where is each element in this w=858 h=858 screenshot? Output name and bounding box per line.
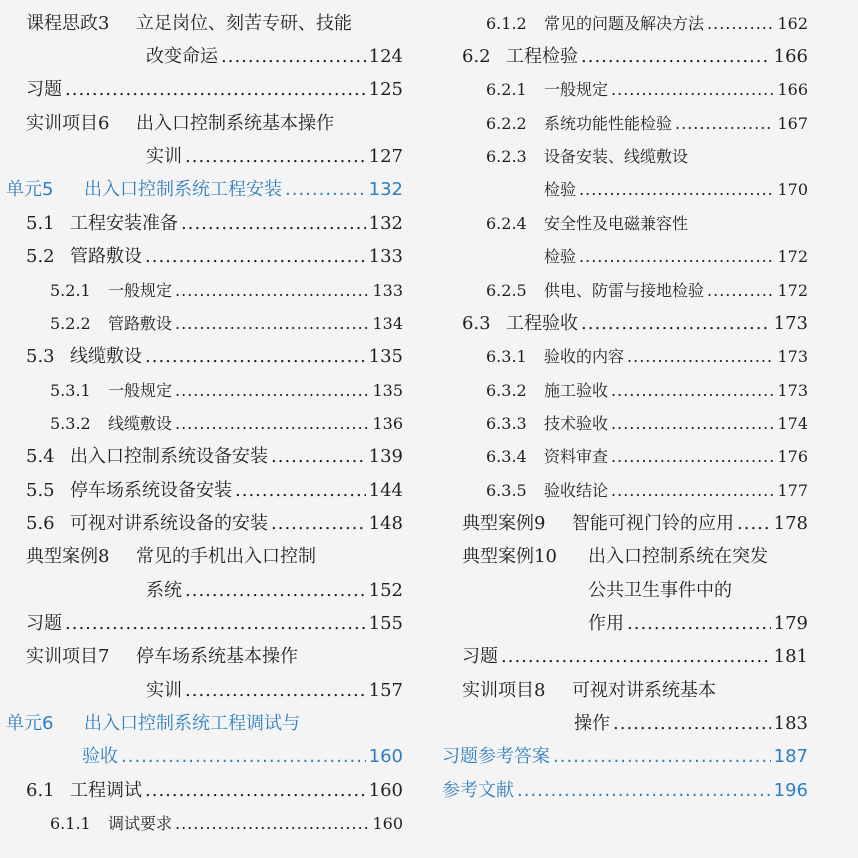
dot-leader: [707, 274, 774, 308]
toc-entry-number: 6.2.3: [486, 147, 527, 166]
dot-leader: [737, 507, 771, 541]
toc-entry-title: 管路敷设: [108, 314, 173, 333]
toc-entry-page: 167: [777, 114, 808, 133]
dot-leader: [175, 274, 369, 308]
toc-entry[interactable]: [462, 540, 808, 574]
toc-entry[interactable]: [462, 674, 808, 708]
toc-entry-page: 172: [777, 281, 808, 300]
toc-entry[interactable]: [6, 707, 403, 741]
toc-entry-title: 出入口控制系统工程安装: [84, 179, 282, 200]
toc-entry[interactable]: [486, 73, 808, 107]
toc-entry[interactable]: [26, 640, 403, 674]
toc-entry-page: 181: [773, 646, 808, 667]
toc-entry[interactable]: [462, 640, 808, 674]
toc-entry-number: 5.6: [26, 513, 55, 534]
toc-entry-page: 144: [368, 480, 403, 501]
toc-entry[interactable]: [6, 173, 403, 207]
dot-leader: [65, 607, 366, 641]
toc-entry[interactable]: [442, 774, 808, 808]
dot-leader: [581, 307, 771, 341]
toc-entry-page: 170: [777, 180, 808, 199]
toc-entry-title: 资料审查: [544, 447, 609, 466]
toc-entry-page: 124: [368, 46, 403, 67]
toc-entry-page: 196: [773, 780, 808, 801]
dot-leader: [65, 73, 366, 107]
toc-entry-page: 166: [777, 80, 808, 99]
toc-entry[interactable]: [50, 274, 403, 308]
dot-leader: [145, 240, 366, 274]
toc-entry-number: 5.4: [26, 446, 55, 467]
toc-entry-page: 177: [777, 481, 808, 500]
toc-entry-title: 验收的内容: [544, 347, 625, 366]
toc-entry-number: 5.2.1: [50, 281, 91, 300]
dot-leader: [627, 340, 774, 374]
toc-entry-number: 5.5: [26, 480, 55, 501]
toc-entry-title: 出入口控制系统设备安装: [70, 446, 268, 467]
toc-entry-number: 6.2.2: [486, 114, 527, 133]
toc-entry-number: 6.3.2: [486, 381, 527, 400]
dot-leader: [581, 40, 771, 74]
toc-entry-page: 160: [368, 780, 403, 801]
toc-entry-title: 公共卫生事件中的: [588, 580, 732, 601]
toc-entry-number: 单元5: [6, 179, 54, 200]
toc-entry-title: 可视对讲系统基本: [572, 680, 716, 701]
toc-entry-number: 6.2.1: [486, 80, 527, 99]
toc-entry-title: 习题参考答案: [442, 746, 550, 767]
dot-leader: [579, 173, 774, 207]
toc-entry-title: 参考文献: [442, 780, 514, 801]
toc-entry-title: 检验: [544, 247, 577, 266]
dot-leader: [611, 374, 774, 408]
toc-entry-number: 5.1: [26, 213, 55, 234]
toc-entry[interactable]: [26, 540, 403, 574]
toc-entry[interactable]: [486, 274, 808, 308]
dot-leader: [611, 407, 774, 441]
toc-entry-title: 立足岗位、刻苦专研、技能: [136, 13, 352, 34]
toc-entry[interactable]: [82, 740, 403, 774]
toc-entry-page: 136: [372, 414, 403, 433]
dot-leader: [627, 607, 771, 641]
toc-entry-number: 单元6: [6, 713, 54, 734]
toc-entry[interactable]: [486, 374, 808, 408]
toc-entry-title: 检验: [544, 180, 577, 199]
toc-entry-title: 常见的问题及解决方法: [544, 14, 705, 33]
toc-entry-number: 6.3.3: [486, 414, 527, 433]
toc-entry-page: 173: [777, 347, 808, 366]
toc-entry-title: 实训: [146, 680, 182, 701]
dot-leader: [145, 774, 366, 808]
toc-entry[interactable]: [26, 107, 403, 141]
toc-entry[interactable]: [26, 774, 403, 808]
dot-leader: [553, 740, 771, 774]
toc-entry-title: 一般规定: [108, 281, 173, 300]
toc-entry-page: 134: [372, 314, 403, 333]
toc-entry-number: 5.3.1: [50, 381, 91, 400]
toc-entry-page: 135: [372, 381, 403, 400]
dot-leader: [675, 107, 774, 141]
toc-entry-title: 智能可视门铃的应用: [572, 513, 734, 534]
toc-entry-page: 157: [368, 680, 403, 701]
toc-entry-title: 停车场系统设备安装: [70, 480, 232, 501]
toc-entry-title: 验收结论: [544, 481, 609, 500]
toc-entry-number: 5.3.2: [50, 414, 91, 433]
dot-leader: [611, 440, 774, 474]
dot-leader: [613, 707, 771, 741]
toc-entry-number: 典型案例10: [462, 546, 557, 567]
dot-leader: [121, 740, 366, 774]
toc-entry-page: 166: [773, 46, 808, 67]
dot-leader: [145, 340, 366, 374]
toc-entry[interactable]: [146, 140, 403, 174]
toc-entry-title: 可视对讲系统设备的安装: [70, 513, 268, 534]
toc-entry-title: 停车场系统基本操作: [136, 646, 298, 667]
toc-entry-title: 常见的手机出入口控制: [136, 546, 316, 567]
toc-entry[interactable]: [26, 73, 403, 107]
toc-entry-number: 实训项目7: [26, 646, 110, 667]
toc-entry[interactable]: [486, 474, 808, 508]
toc-entry-title: 验收: [82, 746, 118, 767]
toc-entry-title: 一般规定: [544, 80, 609, 99]
toc-entry-page: 160: [368, 746, 403, 767]
dot-leader: [181, 207, 366, 241]
toc-entry-title: 安全性及电磁兼容性: [544, 214, 689, 233]
toc-entry-title: 操作: [574, 713, 610, 734]
toc-entry[interactable]: [26, 207, 403, 241]
toc-entry-page: 127: [368, 146, 403, 167]
toc-entry-title: 一般规定: [108, 381, 173, 400]
toc-entry-page: 148: [368, 513, 403, 534]
toc-entry-title: 系统: [146, 580, 182, 601]
toc-entry-number: 5.3: [26, 346, 55, 367]
toc-entry[interactable]: [574, 707, 808, 741]
toc-entry-page: 179: [773, 613, 808, 634]
toc-entry-page: 173: [773, 313, 808, 334]
toc-entry-page: 135: [368, 346, 403, 367]
toc-entry-page: 160: [372, 814, 403, 833]
dot-leader: [221, 40, 366, 74]
toc-entry-page: 152: [368, 580, 403, 601]
toc-entry-number: 6.1.2: [486, 14, 527, 33]
toc-entry-title: 工程调试: [70, 780, 142, 801]
toc-entry-page: 155: [368, 613, 403, 634]
toc-entry-title: 作用: [588, 613, 624, 634]
dot-leader: [185, 674, 366, 708]
toc-entry[interactable]: [588, 607, 808, 641]
toc-entry-number: 6.3.1: [486, 347, 527, 366]
toc-entry-page: 162: [777, 14, 808, 33]
toc-entry-number: 典型案例8: [26, 546, 110, 567]
toc-entry-title: 线缆敷设: [70, 346, 142, 367]
toc-entry-title: 施工验收: [544, 381, 609, 400]
toc-entry[interactable]: [486, 140, 808, 174]
toc-entry-title: 工程安装准备: [70, 213, 178, 234]
toc-entry-title: 习题: [462, 646, 498, 667]
dot-leader: [271, 507, 366, 541]
toc-entry-title: 设备安装、线缆敷设: [544, 147, 689, 166]
toc-entry-number: 课程思政3: [26, 13, 110, 34]
dot-leader: [185, 574, 366, 608]
toc-entry-title: 系统功能性能检验: [544, 114, 673, 133]
toc-entry[interactable]: [26, 440, 403, 474]
dot-leader: [235, 474, 366, 508]
toc-entry[interactable]: [486, 440, 808, 474]
toc-entry[interactable]: [146, 40, 403, 74]
toc-entry[interactable]: [462, 40, 808, 74]
dot-leader: [285, 173, 366, 207]
toc-entry-title: 供电、防雷与接地检验: [544, 281, 705, 300]
toc-entry[interactable]: [26, 340, 403, 374]
toc-entry[interactable]: [544, 173, 808, 207]
toc-entry-number: 6.2.4: [486, 214, 527, 233]
toc-entry[interactable]: [544, 240, 808, 274]
toc-entry[interactable]: [26, 507, 403, 541]
toc-entry-number: 6.3: [462, 313, 491, 334]
toc-entry[interactable]: [146, 574, 403, 608]
toc-entry-title: 出入口控制系统在突发: [588, 546, 768, 567]
dot-leader: [707, 7, 774, 41]
toc-entry-title: 习题: [26, 79, 62, 100]
toc-entry-title: 出入口控制系统工程调试与: [84, 713, 300, 734]
dot-leader: [175, 374, 369, 408]
toc-entry-title: 线缆敷设: [108, 414, 173, 433]
toc-entry-title: 调试要求: [108, 814, 173, 833]
toc-entry-number: 实训项目8: [462, 680, 546, 701]
toc-entry-number: 6.1.1: [50, 814, 91, 833]
toc-entry[interactable]: [26, 7, 403, 41]
toc-entry[interactable]: [486, 340, 808, 374]
toc-entry-number: 6.3.5: [486, 481, 527, 500]
toc-entry[interactable]: [486, 107, 808, 141]
toc-entry-number: 典型案例9: [462, 513, 546, 534]
toc-entry[interactable]: [26, 607, 403, 641]
toc-entry-title: 工程验收: [506, 313, 578, 334]
toc-entry-page: 132: [368, 179, 403, 200]
toc-entry-number: 6.1: [26, 780, 55, 801]
dot-leader: [501, 640, 771, 674]
toc-entry-title: 技术验收: [544, 414, 609, 433]
toc-entry-page: 132: [368, 213, 403, 234]
toc-entry-page: 183: [773, 713, 808, 734]
toc-entry-page: 174: [777, 414, 808, 433]
toc-entry[interactable]: [462, 507, 808, 541]
toc-entry[interactable]: [462, 307, 808, 341]
toc-entry-title: 管路敷设: [70, 246, 142, 267]
toc-entry-title: 实训: [146, 146, 182, 167]
dot-leader: [185, 140, 366, 174]
toc-entry-page: 178: [773, 513, 808, 534]
toc-entry[interactable]: [588, 574, 808, 608]
toc-entry-number: 6.2.5: [486, 281, 527, 300]
toc-entry[interactable]: [50, 307, 403, 341]
toc-entry-page: 173: [777, 381, 808, 400]
toc-entry-title: 工程检验: [506, 46, 578, 67]
toc-entry-page: 176: [777, 447, 808, 466]
dot-leader: [175, 407, 369, 441]
toc-entry-title: 习题: [26, 613, 62, 634]
dot-leader: [175, 307, 369, 341]
toc-entry-page: 139: [368, 446, 403, 467]
toc-entry[interactable]: [26, 240, 403, 274]
toc-entry-page: 133: [368, 246, 403, 267]
toc-entry-page: 125: [368, 79, 403, 100]
toc-entry[interactable]: [146, 674, 403, 708]
dot-leader: [271, 440, 366, 474]
dot-leader: [175, 807, 369, 841]
toc-entry[interactable]: [50, 807, 403, 841]
dot-leader: [517, 774, 771, 808]
toc-entry-number: 6.3.4: [486, 447, 527, 466]
toc-entry[interactable]: [50, 407, 403, 441]
toc-entry-number: 6.2: [462, 46, 491, 67]
toc-entry-number: 实训项目6: [26, 113, 110, 134]
toc-entry[interactable]: [486, 407, 808, 441]
toc-entry[interactable]: [442, 740, 808, 774]
toc-entry-number: 5.2: [26, 246, 55, 267]
toc-entry-page: 187: [773, 746, 808, 767]
toc-entry-page: 133: [372, 281, 403, 300]
toc-entry[interactable]: [50, 374, 403, 408]
toc-entry[interactable]: [486, 7, 808, 41]
toc-entry-title: 改变命运: [146, 46, 218, 67]
toc-entry[interactable]: [26, 474, 403, 508]
dot-leader: [579, 240, 774, 274]
toc-entry-title: 出入口控制系统基本操作: [136, 113, 334, 134]
toc-entry[interactable]: [486, 207, 808, 241]
toc-entry-page: 172: [777, 247, 808, 266]
dot-leader: [611, 474, 774, 508]
toc-entry-number: 5.2.2: [50, 314, 91, 333]
dot-leader: [611, 73, 774, 107]
